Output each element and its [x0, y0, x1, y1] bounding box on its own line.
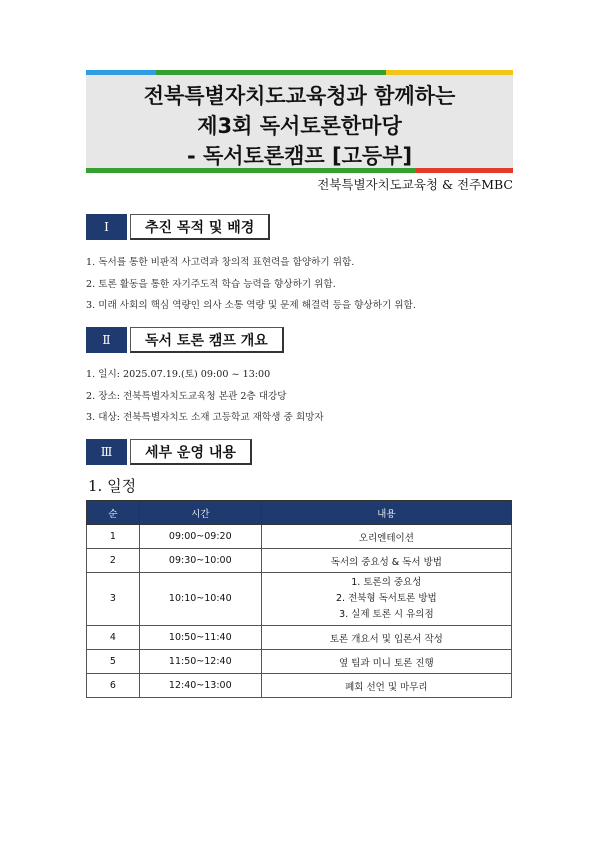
section-2-list [86, 364, 324, 429]
cell-content: 독서의 중요성 & 독서 방법 [261, 549, 511, 573]
title-block [86, 70, 513, 175]
list-item: 1. 독서를 통한 비판적 사고력과 창의적 표현력을 함양하기 위함. [86, 257, 355, 268]
cell-content: 옆 팀과 미니 토론 진행 [261, 650, 511, 674]
cell-content [261, 573, 511, 626]
content-line: 2. 전북형 독서토론 방법 [335, 593, 437, 604]
section-title: 독서 토론 캠프 개요 [130, 327, 284, 353]
table-header-row [87, 501, 512, 525]
organizers: 전북특별자치도교육청 & 전주MBC [317, 177, 513, 192]
cell-time: 10:10~10:40 [139, 573, 261, 626]
cell-time: 12:40~13:00 [139, 674, 261, 698]
cell-content: 토론 개요서 및 입론서 작성 [261, 626, 511, 650]
list-item: 3. 미래 사회의 핵심 역량인 의사 소통 역량 및 문제 해결력 등을 향상하기 위함. [86, 300, 416, 311]
cell-no: 5 [87, 650, 140, 674]
section-number: Ⅲ [86, 439, 127, 465]
list-item: 2. 토론 활동을 통한 자기주도적 학습 능력을 향상하기 위함. [86, 278, 336, 290]
table-row [87, 549, 512, 573]
cell-no: 2 [87, 549, 140, 573]
column-header: 시간 [139, 501, 261, 525]
section-heading-1 [86, 214, 270, 240]
cell-content: 오리엔테이션 [261, 525, 511, 549]
table-row [87, 674, 512, 698]
cell-no: 4 [87, 626, 140, 650]
list-item: 2. 장소: 전북특별자치도교육청 본관 2층 대강당 [86, 390, 287, 402]
title-line-2: 제3회 독서토론한마당 [197, 114, 402, 138]
content-line: 3. 실제 토론 시 유의점 [339, 609, 434, 620]
column-header: 내용 [261, 501, 511, 525]
section-heading-2 [86, 327, 284, 353]
cell-time: 11:50~12:40 [139, 650, 261, 674]
schedule-heading: 1. 일정 [88, 477, 137, 495]
section-number: Ⅰ [86, 214, 127, 240]
cell-time: 09:00~09:20 [139, 525, 261, 549]
cell-time: 10:50~11:40 [139, 626, 261, 650]
cell-no: 3 [87, 573, 140, 626]
title-line-3: - 독서토론캠프 [고등부] [186, 144, 413, 168]
section-number: Ⅱ [86, 327, 127, 353]
section-title: 세부 운영 내용 [130, 439, 252, 465]
schedule-table [86, 500, 512, 698]
column-header: 순 [87, 501, 140, 525]
bar-segment-green [86, 168, 416, 173]
title-bottom-bar [86, 168, 513, 173]
title-line-1: 전북특별자치도교육청과 함께하는 [143, 84, 456, 108]
cell-no: 1 [87, 525, 140, 549]
content-line: 1. 토론의 중요성 [351, 577, 422, 588]
table-row [87, 650, 512, 674]
table-row [87, 626, 512, 650]
list-item: 1. 일시: 2025.07.19.(토) 09:00 ~ 13:00 [86, 369, 271, 380]
bar-segment-red [416, 168, 513, 173]
list-item: 3. 대상: 전북특별자치도 소재 고등학교 재학생 중 희망자 [86, 412, 324, 423]
table-row [87, 525, 512, 549]
cell-content: 폐회 선언 및 마무리 [261, 674, 511, 698]
section-title: 추진 목적 및 배경 [130, 214, 270, 240]
cell-time: 09:30~10:00 [139, 549, 261, 573]
cell-no: 6 [87, 674, 140, 698]
section-heading-3 [86, 439, 252, 465]
section-1-list [86, 252, 416, 317]
table-row [87, 573, 512, 626]
